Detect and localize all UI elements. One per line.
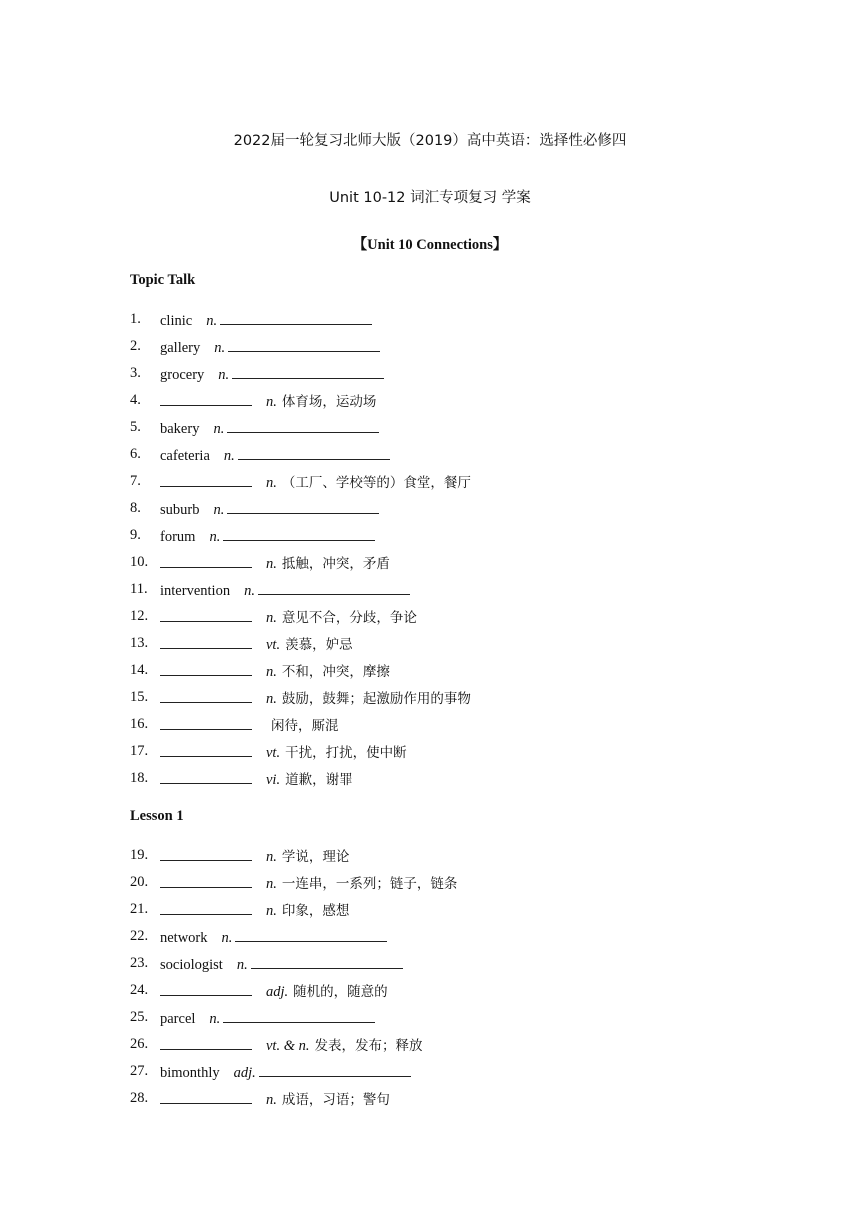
item-number: 1. (130, 311, 141, 327)
part-of-speech: n. (244, 583, 255, 599)
part-of-speech: n. (213, 421, 225, 437)
list-item (130, 900, 770, 927)
part-of-speech: n. (236, 957, 248, 973)
part-of-speech: n. (266, 876, 277, 892)
list-item (130, 364, 770, 391)
answer-blank[interactable] (232, 364, 384, 379)
item-number: 25. (130, 1009, 149, 1025)
answer-blank[interactable] (251, 954, 403, 969)
answer-blank[interactable] (160, 688, 252, 703)
list-item (130, 661, 770, 688)
chinese-meaning: 闲待，厮混 (271, 718, 339, 734)
part-of-speech: n. (213, 502, 225, 518)
part-of-speech: n. (266, 610, 277, 626)
part-of-speech: vt. (266, 745, 281, 761)
list-item (130, 634, 770, 661)
item-number: 21. (130, 901, 149, 917)
list-item (130, 954, 770, 981)
item-content (160, 954, 403, 974)
item-content (160, 981, 388, 1001)
item-number: 23. (130, 955, 149, 971)
chinese-meaning: （工厂、学校等的）食堂，餐厅 (281, 475, 471, 491)
answer-blank[interactable] (160, 634, 252, 649)
chinese-meaning: 体育场，运动场 (281, 394, 377, 410)
list-item (130, 607, 770, 634)
part-of-speech: n. (221, 930, 233, 946)
item-content (160, 661, 390, 681)
answer-blank[interactable] (160, 715, 252, 730)
item-number: 26. (130, 1036, 149, 1052)
item-number: 4. (130, 392, 141, 408)
item-number: 11. (130, 581, 148, 597)
item-number: 7. (130, 473, 141, 489)
chinese-meaning: 印象，感想 (281, 903, 350, 919)
list-item (130, 445, 770, 472)
part-of-speech: n. (266, 664, 277, 680)
list-item (130, 688, 770, 715)
document-subtitle: Unit 10-12 词汇专项复习 学案 (329, 190, 531, 206)
list-item (130, 580, 770, 607)
item-content (160, 445, 390, 465)
item-content (160, 634, 353, 654)
chinese-meaning: 一连串，一系列；链子，链条 (281, 876, 458, 892)
answer-blank[interactable] (160, 742, 252, 757)
item-number: 8. (130, 500, 141, 516)
item-content (160, 607, 417, 627)
item-number: 27. (130, 1063, 149, 1079)
list-item (130, 1008, 770, 1035)
answer-blank[interactable] (160, 607, 252, 622)
list-item (130, 742, 770, 769)
item-content (160, 1008, 375, 1028)
part-of-speech: n. (209, 1011, 221, 1027)
part-of-speech: n. (209, 529, 221, 545)
item-number: 19. (130, 847, 149, 863)
item-content (160, 499, 379, 519)
unit-heading: 【Unit 10 Connections】 (352, 237, 508, 253)
part-of-speech: n. (266, 475, 277, 491)
list-item (130, 310, 770, 337)
item-content (160, 715, 339, 735)
chinese-meaning: 干扰，打扰，使中断 (285, 745, 407, 761)
item-number: 10. (130, 554, 149, 570)
part-of-speech: vt. & n. (266, 1038, 310, 1054)
list-item (130, 873, 770, 900)
english-word: grocery (160, 367, 205, 383)
answer-blank[interactable] (220, 310, 372, 325)
answer-blank[interactable] (160, 846, 252, 861)
vocabulary-list-lesson-1 (130, 846, 770, 1116)
item-number: 5. (130, 419, 141, 435)
answer-blank[interactable] (160, 873, 252, 888)
item-content (160, 900, 349, 920)
list-item (130, 715, 770, 742)
chinese-meaning: 意见不合，分歧，争论 (281, 610, 417, 626)
answer-blank[interactable] (223, 526, 375, 541)
list-item (130, 553, 770, 580)
list-item (130, 1089, 770, 1116)
chinese-meaning: 鼓励，鼓舞；起激励作用的事物 (281, 691, 471, 707)
part-of-speech: n. (223, 448, 235, 464)
list-item (130, 472, 770, 499)
item-number: 9. (130, 527, 141, 543)
item-content (160, 742, 407, 762)
answer-blank[interactable] (160, 1089, 252, 1104)
chinese-meaning: 不和，冲突，摩擦 (281, 664, 390, 680)
item-number: 22. (130, 928, 149, 944)
item-content (160, 418, 379, 438)
answer-blank[interactable] (160, 769, 252, 784)
item-number: 3. (130, 365, 141, 381)
item-content (160, 553, 390, 573)
item-number: 20. (130, 874, 149, 890)
answer-blank[interactable] (227, 499, 379, 514)
english-word: intervention (160, 583, 231, 599)
answer-blank[interactable] (160, 661, 252, 676)
vocabulary-list-topic-talk (130, 310, 770, 796)
answer-blank[interactable] (227, 418, 379, 433)
item-number: 24. (130, 982, 149, 998)
list-item (130, 499, 770, 526)
english-word: network (160, 930, 208, 946)
item-content (160, 769, 353, 789)
part-of-speech: n. (266, 903, 277, 919)
item-content (160, 364, 384, 384)
item-content (160, 580, 410, 600)
chinese-meaning: 抵触，冲突，矛盾 (281, 556, 390, 572)
item-number: 6. (130, 446, 141, 462)
part-of-speech: n. (206, 313, 218, 329)
answer-blank[interactable] (259, 1062, 411, 1077)
answer-blank[interactable] (258, 580, 410, 595)
list-item (130, 337, 770, 364)
item-content (160, 873, 457, 893)
part-of-speech: n. (266, 394, 277, 410)
list-item (130, 981, 770, 1008)
english-word: sociologist (160, 957, 223, 973)
item-content (160, 846, 349, 866)
item-content (160, 310, 372, 330)
english-word: bimonthly (160, 1065, 220, 1081)
list-item (130, 418, 770, 445)
english-word: clinic (160, 313, 193, 329)
item-content (160, 526, 375, 546)
item-number: 28. (130, 1090, 149, 1106)
item-content (160, 1062, 411, 1082)
part-of-speech: vt. (266, 637, 281, 653)
chinese-meaning: 羡慕，妒忌 (285, 637, 353, 653)
item-content (160, 1089, 390, 1109)
item-number: 2. (130, 338, 141, 354)
item-number: 18. (130, 770, 149, 786)
answer-blank[interactable] (160, 1035, 252, 1050)
english-word: bakery (160, 421, 200, 437)
english-word: suburb (160, 502, 200, 518)
item-number: 17. (130, 743, 149, 759)
chinese-meaning: 学说，理论 (281, 849, 350, 865)
list-item (130, 391, 770, 418)
answer-blank[interactable] (160, 900, 252, 915)
part-of-speech: n. (266, 1092, 277, 1108)
item-content (160, 391, 376, 411)
english-word: forum (160, 529, 196, 545)
chinese-meaning: 成语，习语；警句 (281, 1092, 390, 1108)
part-of-speech: n. (266, 691, 277, 707)
list-item (130, 526, 770, 553)
item-content (160, 337, 380, 357)
chinese-meaning: 道歉，谢罪 (285, 772, 353, 788)
list-item (130, 846, 770, 873)
part-of-speech: n. (266, 556, 277, 572)
answer-blank[interactable] (235, 927, 387, 942)
item-number: 13. (130, 635, 149, 651)
document-title: 2022届一轮复习北师大版（2019）高中英语：选择性必修四 (233, 133, 627, 149)
chinese-meaning: 随机的，随意的 (293, 984, 388, 1000)
part-of-speech: n. (218, 367, 230, 383)
part-of-speech: adj. (233, 1065, 256, 1081)
section-title-topic-talk: Topic Talk (130, 272, 196, 288)
section-title-lesson-1: Lesson 1 (130, 808, 184, 824)
answer-blank[interactable] (223, 1008, 375, 1023)
item-number: 12. (130, 608, 149, 624)
english-word: gallery (160, 340, 201, 356)
item-content (160, 1035, 423, 1055)
answer-blank[interactable] (160, 391, 252, 406)
item-content (160, 472, 471, 492)
item-content (160, 688, 471, 708)
list-item (130, 1062, 770, 1089)
answer-blank[interactable] (238, 445, 390, 460)
english-word: parcel (160, 1011, 196, 1027)
chinese-meaning: 发表，发布；释放 (314, 1038, 423, 1054)
item-content (160, 927, 387, 947)
answer-blank[interactable] (160, 472, 252, 487)
list-item (130, 927, 770, 954)
part-of-speech: n. (266, 849, 277, 865)
item-number: 16. (130, 716, 149, 732)
answer-blank[interactable] (228, 337, 380, 352)
part-of-speech: vi. (266, 772, 281, 788)
part-of-speech: n. (214, 340, 226, 356)
part-of-speech: adj. (266, 984, 289, 1000)
answer-blank[interactable] (160, 981, 252, 996)
english-word: cafeteria (160, 448, 210, 464)
item-number: 15. (130, 689, 149, 705)
answer-blank[interactable] (160, 553, 252, 568)
list-item (130, 769, 770, 796)
list-item (130, 1035, 770, 1062)
item-number: 14. (130, 662, 149, 678)
